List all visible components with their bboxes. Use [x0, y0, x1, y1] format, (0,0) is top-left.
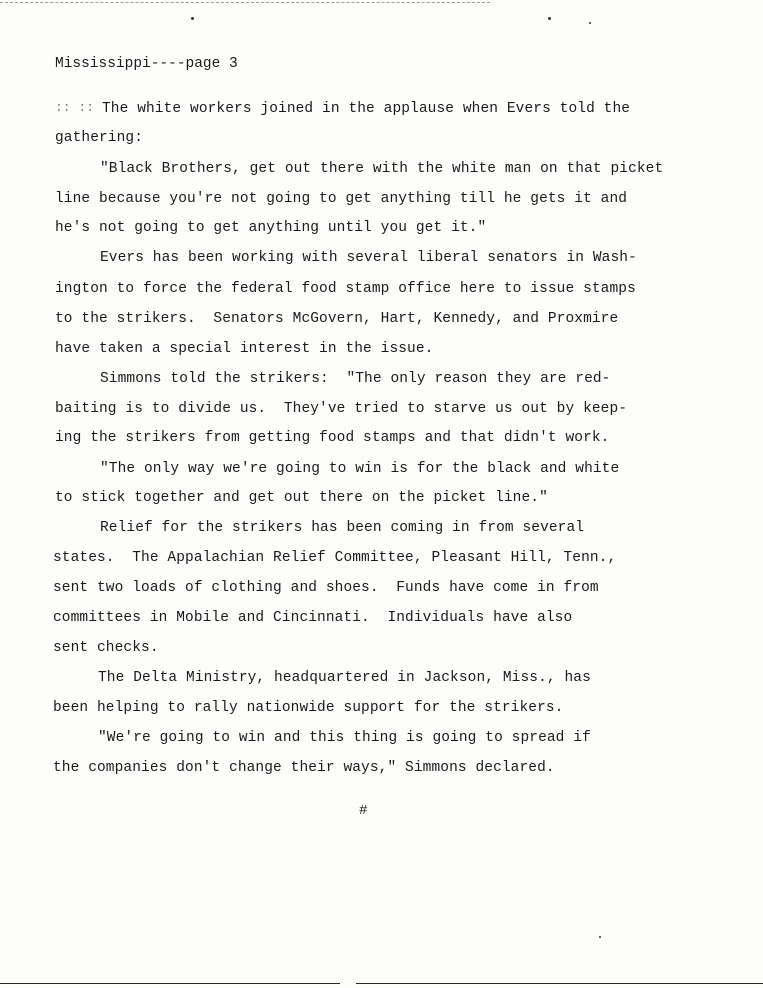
ink-speck [589, 22, 591, 24]
ink-speck [599, 936, 601, 938]
text-line: "The only way we're going to win is for the black and white [100, 461, 620, 477]
text-line: Evers has been working with several liberal senators in Wash- [100, 250, 637, 266]
text-line: sent two loads of clothing and shoes. Funds have come in from [53, 580, 599, 596]
text-line: he's not going to get anything until you get it." [55, 220, 487, 236]
text-line: to stick together and get out there on the picket line." [55, 490, 548, 506]
text-line: line because you're not going to get anything till he gets it and [55, 191, 628, 207]
text-line: "Black Brothers, get out there with the white man on that picket [100, 161, 664, 177]
end-of-story-mark: # [359, 803, 368, 819]
text-line: ington to force the federal food stamp office here to issue stamps [55, 281, 636, 297]
text-line: ing the strikers from getting food stamps and that didn't work. [55, 430, 610, 446]
page-header: Mississippi----page 3 [55, 56, 238, 72]
text-line: states. The Appalachian Relief Committee, Pleasant Hill, Tenn., [53, 550, 617, 566]
text-line: committees in Mobile and Cincinnati. Individuals have also [53, 610, 573, 626]
stray-mark: :: :: [55, 100, 95, 115]
ink-speck [548, 17, 551, 20]
text-line: The Delta Ministry, headquartered in Jackson, Miss., has [98, 670, 591, 686]
bottom-rule-left [0, 983, 340, 984]
ink-speck [191, 17, 194, 20]
text-line: been helping to rally nationwide support for the strikers. [53, 700, 564, 716]
bottom-rule-right [356, 983, 763, 984]
text-line: the companies don't change their ways," Simmons declared. [53, 760, 555, 776]
top-perforation [0, 2, 490, 3]
text-line: The white workers joined in the applause when Evers told the [102, 101, 631, 117]
text-line: Relief for the strikers has been coming in from several [100, 520, 585, 536]
text-line: to the strikers. Senators McGovern, Hart, Kennedy, and Proxmire [55, 311, 619, 327]
text-line: gathering: [55, 130, 144, 146]
text-line: baiting is to divide us. They've tried to starve us out by keep- [55, 401, 628, 417]
text-line: Simmons told the strikers: "The only reason they are red- [100, 371, 611, 387]
text-line: sent checks. [53, 640, 159, 656]
text-line: "We're going to win and this thing is going to spread if [98, 730, 591, 746]
text-line: have taken a special interest in the issue. [55, 341, 434, 357]
